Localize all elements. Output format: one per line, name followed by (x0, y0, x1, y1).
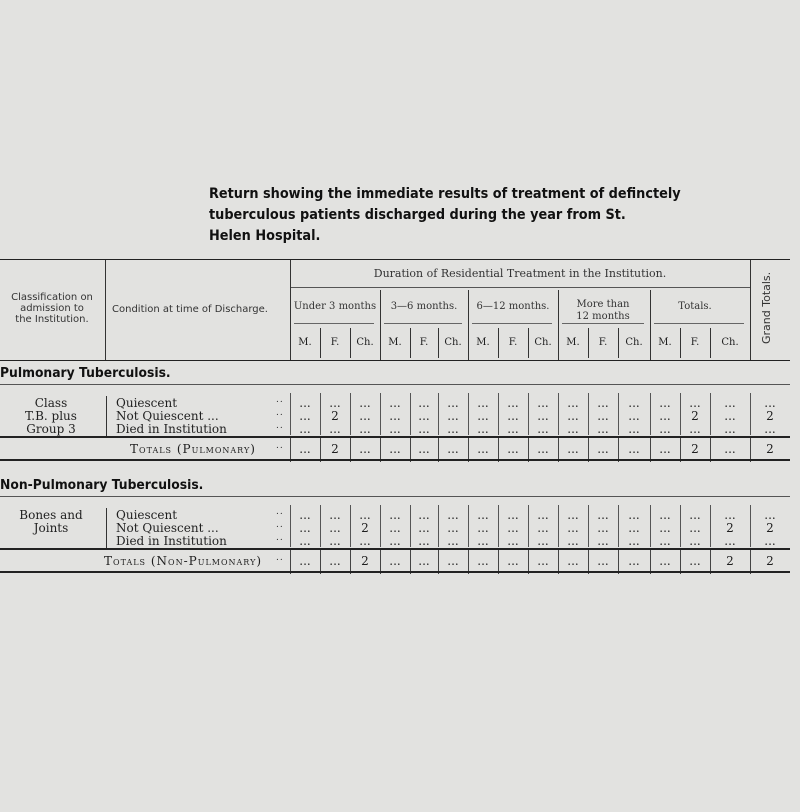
total-cell: ... (628, 554, 640, 568)
classification-line: Classification on (11, 292, 93, 303)
total-cell: ... (567, 442, 579, 456)
classification-header (0, 292, 104, 325)
sub-header-label: Ch. (534, 337, 552, 348)
sub-header-label: Ch. (721, 337, 739, 348)
sub-header-label: F. (330, 337, 340, 348)
sub-header-divider (410, 328, 411, 358)
table-cell: ... (329, 534, 341, 548)
column-divider (410, 505, 411, 547)
total-cell: ... (689, 554, 701, 568)
sub-header-divider (618, 328, 619, 358)
column-divider (710, 505, 711, 547)
table-cell: ... (724, 409, 736, 423)
sub-header-label: M. (388, 337, 402, 348)
table-cell: ... (764, 508, 776, 522)
table-cell: ... (567, 521, 579, 535)
column-divider (380, 393, 381, 435)
total-cell: ... (447, 442, 459, 456)
table-cell: ... (659, 534, 671, 548)
column-divider (750, 505, 751, 547)
table-cell: ... (299, 508, 311, 522)
total-cell: ... (597, 554, 609, 568)
column-divider (350, 393, 351, 435)
column-divider (320, 393, 321, 435)
table-cell: ... (359, 396, 371, 410)
table-cell: 2 (691, 409, 699, 423)
sub-header-divider (528, 328, 529, 358)
column-divider (750, 393, 751, 435)
sub-header-label: F. (690, 337, 700, 348)
more-than-line: 12 months (576, 311, 630, 322)
table-cell: ... (628, 422, 640, 436)
sub-header-label: F. (508, 337, 518, 348)
table-cell: ... (299, 396, 311, 410)
title-line: Helen Hospital. (209, 228, 321, 244)
table-cell: ... (628, 409, 640, 423)
total-cell: ... (724, 442, 736, 456)
column-divider (438, 393, 439, 435)
totals-bottom-rule (0, 459, 790, 461)
table-cell: ... (597, 534, 609, 548)
table-cell: ... (447, 396, 459, 410)
total-cell: 2 (691, 442, 699, 456)
column-divider (680, 505, 681, 547)
column-divider (468, 505, 469, 547)
table-cell: ... (447, 409, 459, 423)
duration-rule (290, 287, 750, 288)
sub-header-label: M. (658, 337, 672, 348)
column-divider (350, 505, 351, 547)
table-cell: ... (724, 508, 736, 522)
row-label: Not Quiescent ... (116, 409, 219, 423)
total-cell: ... (418, 442, 430, 456)
leader-dots: .. (276, 421, 284, 431)
total-cell: ... (659, 442, 671, 456)
total-cell: ... (299, 442, 311, 456)
table-cell: ... (507, 396, 519, 410)
table-cell: ... (724, 422, 736, 436)
table-cell: ... (628, 396, 640, 410)
total-cell: ... (447, 554, 459, 568)
table-cell: ... (418, 508, 430, 522)
table-cell: ... (359, 534, 371, 548)
table-cell: ... (389, 396, 401, 410)
table-cell: ... (567, 422, 579, 436)
group-divider (380, 290, 381, 360)
table-cell: ... (567, 396, 579, 410)
sub-header-label: F. (598, 337, 608, 348)
section-rule (0, 384, 790, 385)
total-cell: 2 (331, 442, 339, 456)
classification-line: admission to (20, 303, 84, 314)
group-underline (654, 323, 744, 324)
more-than-line: More than (576, 299, 630, 310)
table-cell: ... (724, 396, 736, 410)
table-cell: ... (724, 534, 736, 548)
table-cell: ... (507, 422, 519, 436)
leader-dots: .. (276, 441, 284, 451)
table-cell: ... (659, 396, 671, 410)
column-divider (320, 505, 321, 547)
total-cell: 2 (361, 554, 369, 568)
table-cell: ... (537, 422, 549, 436)
table-cell: ... (299, 422, 311, 436)
totals-top-rule (0, 436, 790, 438)
table-cell: ... (689, 422, 701, 436)
leader-dots: .. (276, 408, 284, 418)
sub-header-divider (710, 328, 711, 358)
column-divider (528, 393, 529, 435)
group-underline (384, 323, 462, 324)
sub-header-divider (438, 328, 439, 358)
table-cell: ... (507, 521, 519, 535)
table-cell: ... (299, 521, 311, 535)
sub-header-label: Ch. (625, 337, 643, 348)
title-line: tuberculous patients discharged during the year from St. (209, 207, 626, 223)
table-cell: ... (597, 521, 609, 535)
totals-bottom-rule (0, 571, 790, 573)
column-divider (588, 393, 589, 435)
table-cell: ... (389, 422, 401, 436)
column-divider (680, 393, 681, 435)
group-3-6: 3—6 months. (390, 301, 458, 312)
row-label: Died in Institution (116, 422, 227, 436)
row-label: Died in Institution (116, 534, 227, 548)
class-label: Bones and (19, 508, 83, 522)
column-divider (498, 393, 499, 435)
table-cell: ... (567, 409, 579, 423)
sub-header-divider (498, 328, 499, 358)
table-cell: ... (418, 521, 430, 535)
sub-header-label: M. (566, 337, 580, 348)
total-cell: 2 (726, 554, 734, 568)
totals-label: Totals (Pulmonary) (130, 442, 256, 456)
table-cell: ... (659, 422, 671, 436)
group-divider (558, 290, 559, 360)
sub-header-label: F. (419, 337, 429, 348)
table-cell: ... (537, 409, 549, 423)
total-cell: ... (567, 554, 579, 568)
table-cell: ... (359, 409, 371, 423)
sub-header-divider (588, 328, 589, 358)
table-cell: ... (689, 521, 701, 535)
totals-label: Totals (Non-Pulmonary) (104, 554, 263, 568)
table-cell: ... (477, 508, 489, 522)
sub-header-label: M. (298, 337, 312, 348)
table-cell: ... (389, 508, 401, 522)
condition-header: Condition at time of Discharge. (112, 304, 268, 315)
class-label: Group 3 (26, 422, 76, 436)
sub-header-divider (320, 328, 321, 358)
group-under-3: Under 3 months (293, 301, 377, 312)
total-cell: ... (418, 554, 430, 568)
table-cell: ... (597, 422, 609, 436)
leader-dots: .. (276, 533, 284, 543)
table-cell: ... (628, 508, 640, 522)
table-cell: ... (764, 534, 776, 548)
class-divider (106, 396, 107, 436)
section-title: Pulmonary Tuberculosis. (0, 366, 171, 381)
section-rule (0, 496, 790, 497)
report-title (209, 184, 681, 247)
total-cell: ... (329, 554, 341, 568)
table-cell: ... (418, 422, 430, 436)
table-cell: ... (447, 534, 459, 548)
group-underline (294, 323, 374, 324)
total-cell: ... (659, 554, 671, 568)
table-cell: 2 (766, 409, 774, 423)
class-label: Class (34, 396, 68, 410)
table-cell: ... (597, 508, 609, 522)
class-divider (106, 508, 107, 548)
column-divider (588, 505, 589, 547)
leader-dots: .. (276, 395, 284, 405)
table-cell: ... (329, 396, 341, 410)
total-cell: ... (537, 442, 549, 456)
total-cell: ... (507, 554, 519, 568)
class-label: T.B. plus (25, 409, 77, 423)
table-cell: ... (659, 508, 671, 522)
total-cell: ... (477, 554, 489, 568)
group-totals: Totals. (678, 301, 712, 312)
table-cell: ... (477, 396, 489, 410)
table-cell: ... (628, 534, 640, 548)
table-cell: ... (689, 396, 701, 410)
table-cell: ... (418, 534, 430, 548)
column-divider (498, 505, 499, 547)
table-cell: ... (507, 409, 519, 423)
table-cell: ... (477, 409, 489, 423)
table-cell: ... (329, 422, 341, 436)
table-cell: ... (507, 534, 519, 548)
group-underline (472, 323, 552, 324)
table-cell: ... (477, 521, 489, 535)
row-label: Quiescent (116, 508, 178, 522)
table-cell: ... (764, 422, 776, 436)
table-cell: ... (567, 508, 579, 522)
total-cell: ... (389, 442, 401, 456)
header-bottom-rule (0, 360, 790, 361)
grand-totals-header: Grand Totals. (760, 271, 773, 344)
leader-dots: .. (276, 520, 284, 530)
group-6-12: 6—12 months. (476, 301, 550, 312)
column-divider (438, 505, 439, 547)
row-label: Quiescent (116, 396, 178, 410)
total-cell: ... (628, 442, 640, 456)
totals-top-rule (0, 548, 790, 550)
duration-header: Duration of Residential Treatment in the Institution. (373, 267, 667, 280)
total-cell: ... (507, 442, 519, 456)
column-divider (618, 393, 619, 435)
leader-dots: .. (276, 507, 284, 517)
header-divider (105, 260, 106, 360)
column-divider (290, 393, 291, 435)
column-divider (528, 505, 529, 547)
row-label: Not Quiescent ... (116, 521, 219, 535)
total-cell: ... (359, 442, 371, 456)
header-divider (750, 260, 751, 360)
table-cell: ... (447, 422, 459, 436)
table-cell: ... (537, 396, 549, 410)
group-divider (650, 290, 651, 360)
sub-header-divider (680, 328, 681, 358)
table-cell: 2 (331, 409, 339, 423)
table-cell: ... (477, 534, 489, 548)
column-divider (380, 505, 381, 547)
header-top-rule (0, 259, 790, 260)
total-cell: ... (537, 554, 549, 568)
table-cell: ... (389, 521, 401, 535)
total-cell: ... (389, 554, 401, 568)
sub-header-label: M. (476, 337, 490, 348)
table-cell: 2 (766, 521, 774, 535)
column-divider (468, 393, 469, 435)
column-divider (558, 393, 559, 435)
column-divider (558, 505, 559, 547)
leader-dots: .. (276, 553, 284, 563)
table-cell: ... (418, 409, 430, 423)
column-divider (710, 393, 711, 435)
table-cell: ... (299, 534, 311, 548)
group-underline (562, 323, 644, 324)
table-cell: 2 (726, 521, 734, 535)
class-label: Joints (33, 521, 69, 535)
group-divider (468, 290, 469, 360)
table-cell: ... (418, 396, 430, 410)
group-more-than (558, 299, 648, 323)
table-cell: ... (477, 422, 489, 436)
table-cell: ... (447, 508, 459, 522)
column-divider (410, 393, 411, 435)
table-cell: ... (389, 534, 401, 548)
table-cell: 2 (361, 521, 369, 535)
table-cell: ... (597, 409, 609, 423)
sub-header-label: Ch. (356, 337, 374, 348)
table-cell: ... (329, 508, 341, 522)
table-cell: ... (537, 521, 549, 535)
table-cell: ... (689, 534, 701, 548)
table-cell: ... (537, 508, 549, 522)
section-title: Non-Pulmonary Tuberculosis. (0, 478, 204, 493)
title-line: Return showing the immediate results of treatment of definctely (209, 186, 681, 202)
total-cell: 2 (766, 442, 774, 456)
table-cell: ... (659, 409, 671, 423)
sub-header-divider (350, 328, 351, 358)
total-cell: ... (299, 554, 311, 568)
table-cell: ... (359, 422, 371, 436)
total-cell: ... (477, 442, 489, 456)
column-divider (650, 505, 651, 547)
column-divider (650, 393, 651, 435)
column-divider (290, 505, 291, 547)
table-cell: ... (359, 508, 371, 522)
sub-header-label: Ch. (444, 337, 462, 348)
table-cell: ... (659, 521, 671, 535)
table-cell: ... (299, 409, 311, 423)
table-cell: ... (447, 521, 459, 535)
table-cell: ... (537, 534, 549, 548)
total-cell: 2 (766, 554, 774, 568)
column-divider (618, 505, 619, 547)
total-cell: ... (597, 442, 609, 456)
table-cell: ... (507, 508, 519, 522)
table-cell: ... (389, 409, 401, 423)
table-cell: ... (628, 521, 640, 535)
table-cell: ... (597, 396, 609, 410)
table-cell: ... (689, 508, 701, 522)
table-cell: ... (764, 396, 776, 410)
classification-line: the Institution. (15, 314, 89, 325)
table-cell: ... (329, 521, 341, 535)
table-cell: ... (567, 534, 579, 548)
